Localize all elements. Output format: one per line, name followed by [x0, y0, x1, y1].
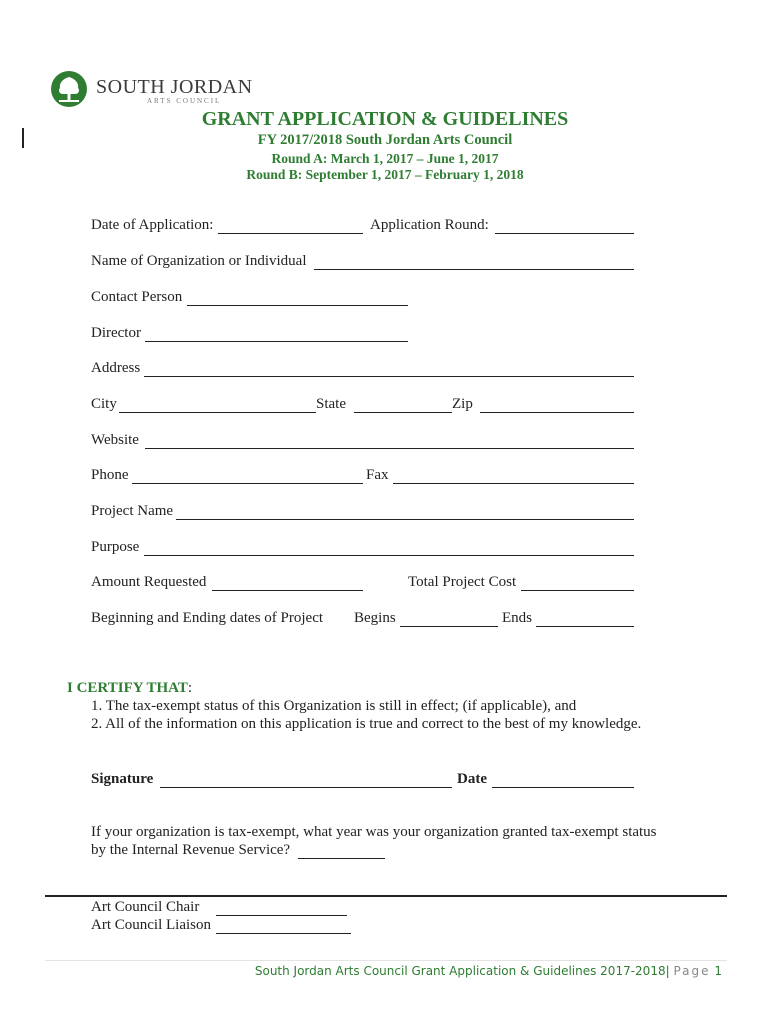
section-divider: [45, 895, 727, 897]
date-of-application-label: Date of Application:: [91, 217, 214, 233]
city-field[interactable]: [119, 412, 316, 413]
state-label: State: [316, 396, 346, 412]
amount-requested-field[interactable]: [212, 590, 363, 591]
footer-page-number: 1: [714, 964, 722, 978]
art-council-chair-field[interactable]: [216, 915, 347, 916]
tax-exempt-question-line2: by the Internal Revenue Service?: [91, 842, 291, 858]
purpose-label: Purpose: [91, 539, 140, 555]
footer-divider: [45, 960, 727, 961]
application-round-field[interactable]: [495, 233, 634, 234]
website-label: Website: [91, 432, 139, 448]
organization-name-field[interactable]: [314, 269, 634, 270]
project-dates-label: Beginning and Ending dates of Project: [91, 610, 324, 626]
tree-icon: [50, 70, 88, 108]
fax-field[interactable]: [393, 483, 634, 484]
total-project-cost-field[interactable]: [521, 590, 634, 591]
address-label: Address: [91, 360, 141, 376]
signature-date-label: Date: [457, 771, 487, 787]
begins-field[interactable]: [400, 626, 498, 627]
amount-requested-label: Amount Requested: [91, 574, 207, 590]
signature-label: Signature: [91, 771, 154, 787]
page-title: GRANT APPLICATION & GUIDELINES: [201, 108, 569, 130]
application-round-label: Application Round:: [370, 217, 489, 233]
phone-label: Phone: [91, 467, 129, 483]
art-council-liaison-field[interactable]: [216, 933, 351, 934]
total-project-cost-label: Total Project Cost: [408, 574, 517, 590]
city-label: City: [91, 396, 117, 412]
date-of-application-field[interactable]: [218, 233, 363, 234]
certify-item-1: 1. The tax-exempt status of this Organization is still in effect; (if applicable), and: [91, 698, 577, 714]
purpose-field[interactable]: [144, 555, 634, 556]
art-council-liaison-label: Art Council Liaison: [91, 917, 211, 933]
logo-subtitle: ARTS COUNCIL: [147, 97, 222, 105]
director-label: Director: [91, 325, 141, 341]
zip-label: Zip: [452, 396, 473, 412]
project-name-label: Project Name: [91, 503, 174, 519]
signature-field[interactable]: [160, 787, 452, 788]
round-b-dates: Round B: September 1, 2017 – February 1, 2018: [246, 167, 524, 182]
round-a-dates: Round A: March 1, 2017 – June 1, 2017: [271, 151, 499, 166]
art-council-chair-label: Art Council Chair: [91, 899, 200, 915]
certify-colon: :: [187, 680, 193, 696]
address-field[interactable]: [144, 376, 634, 377]
certify-heading-text: I CERTIFY THAT: [67, 680, 188, 696]
state-field[interactable]: [354, 412, 452, 413]
contact-person-field[interactable]: [187, 305, 408, 306]
phone-field[interactable]: [132, 483, 363, 484]
zip-field[interactable]: [480, 412, 634, 413]
footer-title: South Jordan Arts Council Grant Application & Guidelines 2017-2018|: [254, 964, 670, 978]
director-field[interactable]: [145, 341, 408, 342]
tax-exempt-year-field[interactable]: [298, 858, 385, 859]
fiscal-year-subtitle: FY 2017/2018 South Jordan Arts Council: [257, 132, 513, 148]
contact-person-label: Contact Person: [91, 289, 183, 305]
website-field[interactable]: [145, 448, 634, 449]
project-name-field[interactable]: [176, 519, 634, 520]
page-footer: [0, 964, 722, 978]
begins-label: Begins: [354, 610, 396, 626]
signature-date-field[interactable]: [492, 787, 634, 788]
ends-field[interactable]: [536, 626, 634, 627]
organization-name-label: Name of Organization or Individual: [91, 253, 307, 269]
ends-label: Ends: [502, 610, 532, 626]
logo-name: SOUTH JORDAN: [96, 76, 253, 98]
certify-item-2: 2. All of the information on this application is true and correct to the best of my knowledge.: [91, 716, 642, 732]
fax-label: Fax: [366, 467, 389, 483]
certify-heading: [67, 680, 192, 697]
tax-exempt-question-line1: If your organization is tax-exempt, what year was your organization granted tax-exempt status: [91, 824, 657, 840]
footer-page-word: Page: [673, 964, 711, 978]
